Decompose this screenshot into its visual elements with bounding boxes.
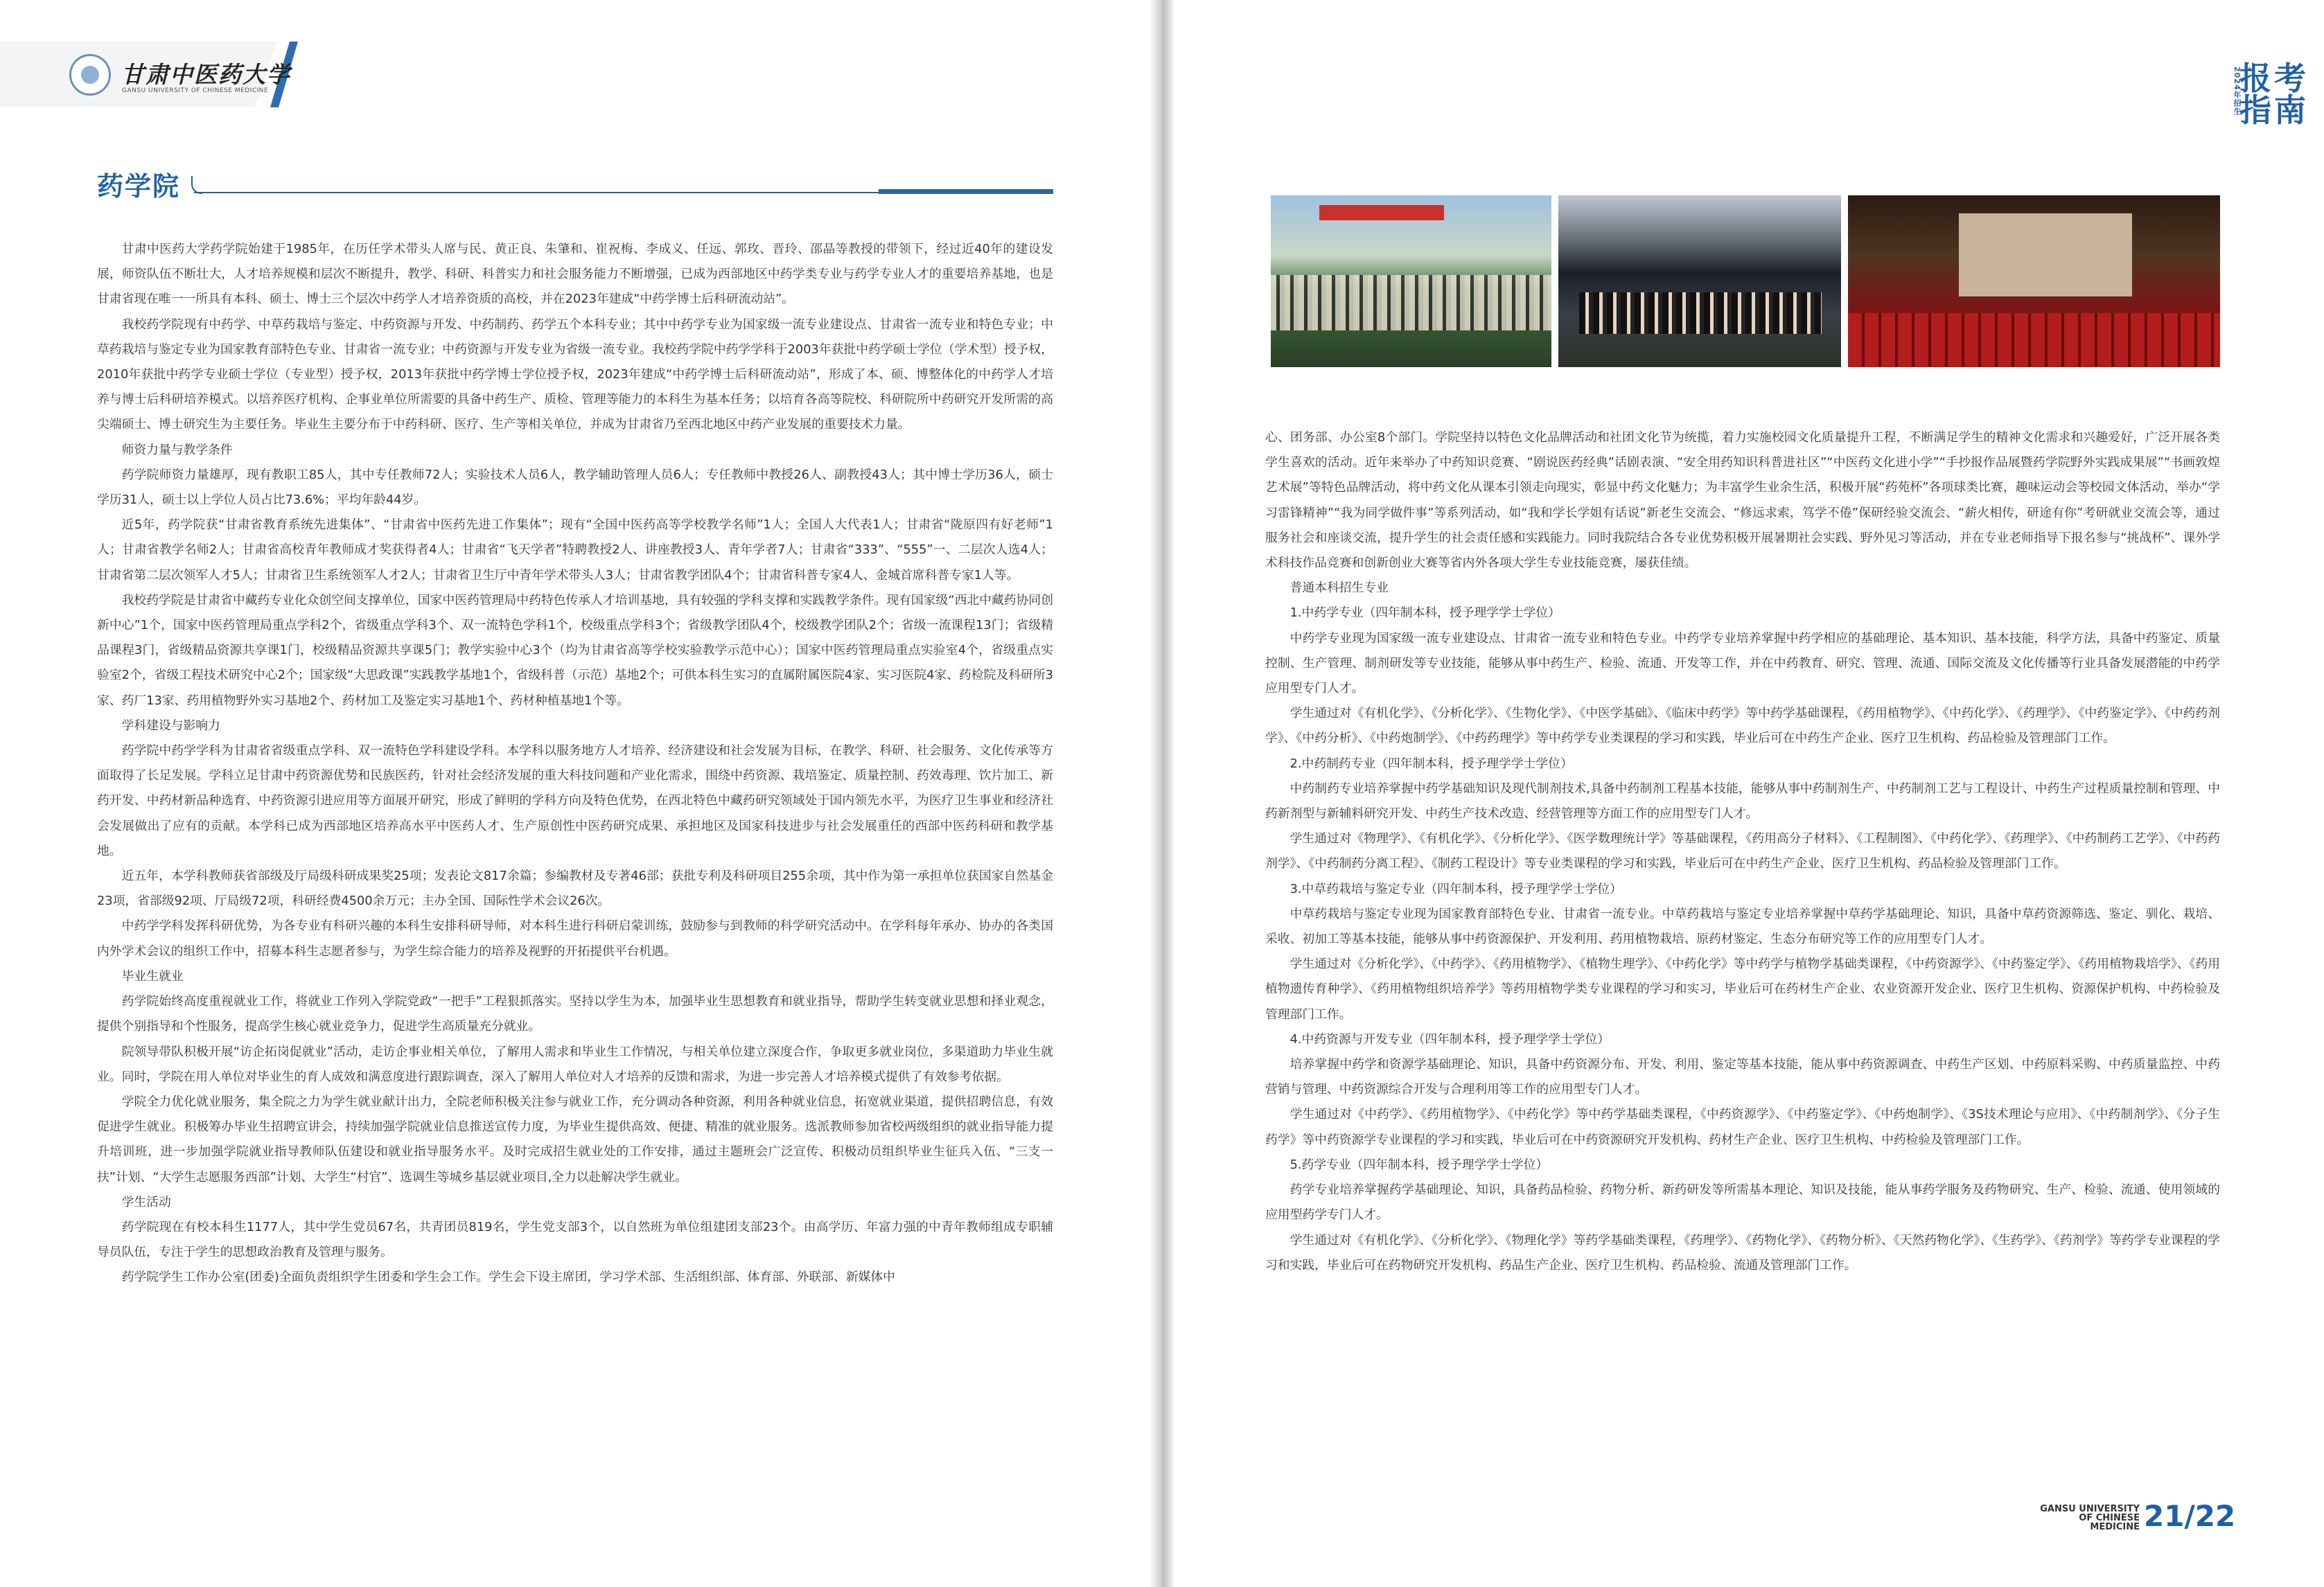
- section-title: 药学院: [97, 171, 181, 202]
- paragraph: 甘肃中医药大学药学院始建于1985年，在历任学术带头人席与民、黄正良、朱肇和、崔祝梅、李成义、任远、郭玫、晋玲、邵晶等教授的带领下，经过近40年的建设发展，师资队伍不断壮大，人才培养规模和层次不断提升，教学、科研、科普实力和社会服务能力不断增强，已成为西部地区中药学类专业与药学专业人才的重要培养基地，也是甘肃省现在唯一一所具有本科、硕士、博士三个层次中药学人才培养资质的高校，并在2023年建成“中药学博士后科研流动站”。: [97, 242, 1053, 307]
- brand-mark: [2212, 62, 2309, 145]
- paragraph: 1.中药学专业（四年制本科，授予理学学士学位）: [1289, 605, 1560, 621]
- paragraph: 学生通过对《物理学》、《有机化学》、《分析化学》、《医学数理统计学》等基础课程，《药用高分子材料》、《工程制图》、《中药化学》、《药理学》、《中药制药工艺学》、《中药药剂学》、《中药制药分离工程》、《制药工程设计》等专业类课程的学习和实践，毕业后可在中药生产企业、医疗卫生机构、药品检验及管理部门工作。: [1265, 831, 2221, 871]
- paragraph: 药学院师资力量雄厚，现有教职工85人，其中专任教师72人；实验技术人员6人，教学辅助管理人员6人；专任教师中教授26人、副教授43人；其中博士学历36人，硕士学历31人，硕士以上学位人员占比73.6%；平均年龄44岁。: [97, 467, 1053, 508]
- paragraph: 药学院现在有校本科生1177人，其中学生党员67名，共青团员819名，学生党支部3个，以自然班为单位组建团支部23个。由高学历、年富力强的中青年教师组成专职辅导员队伍，专注于学生的思想政治教育及管理与服务。: [97, 1219, 1053, 1260]
- paragraph: 我校药学院现有中药学、中草药栽培与鉴定、中药资源与开发、中药制药、药学五个本科专业；其中中药学专业为国家级一流专业建设点、甘肃省一流专业和特色专业；中草药栽培与鉴定专业为国家教育部特色专业、甘肃省一流专业；中药资源与开发专业为省级一流专业。我校药学院中药学学科于2003年获批中药学硕士学位（学术型）授予权，2010年获批中药学专业硕士学位（专业型）授予权，2013年获批中药学博士学位授予权，2023年建成“中药学博士后科研流动站”，形成了本、硕、博整体化的中药学人才培养与博士后科研培养模式。以培养医疗机构、企事业单位所需要的具备中药生产、质检、管理等能力的本科生为基本任务；以培育各高等院校、科研院所中药研究开发所需的高尖端硕士、博士研究生为主要任务。毕业生主要分布于中药科研、医疗、生产等相关单位，并成为甘肃省乃至西北地区中药产业发展的重要技术力量。: [97, 317, 1053, 432]
- paragraph: 中药学专业现为国家级一流专业建设点、甘肃省一流专业和特色专业。中药学专业培养掌握中药学相应的基础理论、基本知识、基本技能，科学方法，具备中药鉴定、质量控制、生产管理、制剂研发等专业技能，能够从事中药生产、检验、流通、开发等工作，并在中药教育、研究、管理、流通、国际交流及文化传播等行业具备发展潜能的中药学应用型专门人才。: [1265, 630, 2220, 696]
- graduation-photo-image: [1558, 195, 1841, 367]
- right-body-text: [1265, 425, 2220, 1278]
- brand-title: 报考指南: [2239, 60, 2309, 129]
- paragraph: 2.中药制药专业（四年制本科，授予理学学士学位）: [1289, 756, 1573, 771]
- paragraph: 培养掌握中药学和资源学基础理论、知识，具备中药资源分布、开发、利用、鉴定等基本技能，能从事中药资源调查、中药生产区划、中药原料采购、中药质量监控、中药营销与管理、中药资源综合开发与合理利用等工作的应用型专门人才。: [1265, 1057, 2220, 1097]
- paragraph: 4.中药资源与开发专业（四年制本科，授予理学学士学位）: [1289, 1031, 1610, 1047]
- paragraph: 师资力量与教学条件: [121, 442, 233, 457]
- paragraph: 学生通过对《有机化学》、《分析化学》、《生物化学》、《中医学基础》、《临床中药学》等中药学基础课程，《药用植物学》、《中药化学》、《药理学》、《中药鉴定学》、《中药药剂学》、《中药分析》、《中药炮制学》、《中药药理学》等中药学专业类课程的学习和实践，毕业后可在中药生产企业、医疗卫生机构、药品检验及管理部门工作。: [1265, 706, 2221, 746]
- paragraph: 学院全力优化就业服务，集全院之力为学生就业献计出力，全院老师积极关注参与就业工作，充分调动各种资源，利用各种就业信息，拓宽就业渠道，提供招聘信息，有效促进学生就业。积极筹办毕业生招聘宣讲会，持续加强学院就业信息推送宣传力度，为毕业生提供高效、便捷、精准的就业服务。选派教师参加省校两级组织的就业指导能力提升培训班，进一步加强学院就业指导教师队伍建设和就业指导服务水平。及时完成招生就业处的工作安排，通过主题班会广泛宣传、积极动员组织毕业生征兵入伍、“三支一扶”计划、“大学生志愿服务西部”计划、大学生“村官”、选调生等城乡基层就业项目,全力以赴解决学生就业。: [97, 1094, 1053, 1185]
- left-page: [0, 0, 1150, 1587]
- footer-en-line2: OF CHINESE MEDICINE: [2079, 1513, 2140, 1532]
- paragraph: 心、团务部、办公室8个部门。学院坚持以特色文化品牌活动和社团文化节为统揽，着力实施校园文化质量提升工程，不断满足学生的精神文化需求和兴趣爱好，广泛开展各类学生喜欢的活动。近年来举办了中药知识竞赛、“剧说医药经典”话剧表演、“安全用药知识科普进社区”“中医药文化进小学”“手抄报作品展暨药学院野外实践成果展”“书画敦煌艺术展”等特色品牌活动，将中药文化从课本引领走向现实，彰显中药文化魅力；为丰富学生业余生活，积极开展“药苑杯”各项球类比赛，趣味运动会等校园文体活动，举办“学习雷锋精神”“我为同学做件事”等系列活动，如“我和学长学姐有话说”新老生交流会、“修远求索，笃学不倦”保研经验交流会、“薪火相传，研途有你”考研就业交流会等，通过服务社会和座谈交流，提升学生的社会责任感和实践能力。同时我院结合各专业优势积极开展暑期社会实践、野外见习等活动，并在专业老师指导下报名参与“挑战杯”、课外学术科技作品竞赛和创新创业大赛等省内外各项大学生专业技能竞赛，屡获佳绩。: [1265, 430, 2220, 571]
- paragraph: 药学院中药学学科为甘肃省省级重点学科、双一流特色学科建设学科。本学科以服务地方人才培养、经济建设和社会发展为目标，在教学、科研、社会服务、文化传承等方面取得了长足发展。学科立足甘肃中药资源优势和民族医药，针对社会经济发展的重大科技问题和产业化需求，围绕中药资源、栽培鉴定、质量控制、药效毒理、饮片加工、新药开发、中药材新品种选育、中药资源引进应用等方面展开研究，形成了鲜明的学科方向及特色优势，在西北特色中藏药研究领域处于国内领先水平，为医疗卫生事业和经济社会发展做出了应有的贡献。本学科已成为西部地区培养高水平中医药人才、生产原创性中医药研究成果、承担地区及国家科技进步与社会发展重任的西部中医药科研和教学基地。: [97, 743, 1053, 858]
- footer-en-line1: GANSU UNIVERSITY: [2040, 1504, 2140, 1514]
- paragraph: 5.药学专业（四年制本科，授予理学学士学位）: [1289, 1157, 1549, 1172]
- brand-year: 2024年招生: [2233, 67, 2242, 116]
- paragraph: 毕业生就业: [121, 968, 184, 984]
- title-rule-accent: [879, 189, 1053, 194]
- book-spine: [1150, 0, 1174, 1587]
- university-name-en: GANSU UNIVERSITY OF CHINESE MEDICINE: [122, 87, 269, 94]
- paragraph: 院领导带队积极开展“访企拓岗促就业”活动，走访企事业相关单位，了解用人需求和毕业生工作情况，与相关单位建立深度合作，争取更多就业岗位，多渠道助力毕业生就业。同时，学院在用人单位对毕业生的育人成效和满意度进行跟踪调查，深入了解用人单位对人才培养的反馈和需求，为进一步完善人才培养模式提供了有效参考依据。: [97, 1044, 1053, 1084]
- paragraph: 近5年，药学院获“甘肃省教育系统先进集体”、“甘肃省中医药先进工作集体”；现有“全国中医药高等学校教学名师”1人；全国人大代表1人；甘肃省“陇原四有好老师”1人；甘肃省教学名师2人；甘肃省高校青年教师成才奖获得者4人；甘肃省“飞天学者”特聘教授2人、讲座教授3人、青年学者7人；甘肃省“333”、“555”一、二层次人选4人；甘肃省第二层次领军人才5人；甘肃省卫生系统领军人才2人；甘肃省卫生厅中青年学术带头人3人；甘肃省教学团队4个；甘肃省科普专家4人、金城首席科普专家1人等。: [97, 517, 1053, 583]
- paragraph: 药学院始终高度重视就业工作，将就业工作列入学院党政“一把手”工程狠抓落实。坚持以学生为本，加强毕业生思想教育和就业指导，帮助学生转变就业思想和择业观念，提供个别指导和个性服务，提高学生核心就业竞争力，促进学生高质量充分就业。: [97, 994, 1053, 1034]
- paragraph: 学生活动: [121, 1194, 171, 1209]
- group-photo-image: [1271, 195, 1551, 367]
- right-page: [1174, 0, 2324, 1587]
- paragraph: 中草药栽培与鉴定专业现为国家教育部特色专业、甘肃省一流专业。中草药栽培与鉴定专业培养掌握中草药学基础理论、知识，具备中草药资源筛选、鉴定、驯化、栽培、采收、初加工等基本技能，能够从事中药资源保护、开发利用、药用植物栽培、原药材鉴定、生态分布研究等工作的应用型专门人才。: [1265, 906, 2220, 947]
- university-logo-icon: [69, 54, 111, 96]
- paragraph: 药学专业培养掌握药学基础理论、知识，具备药品检验、药物分析、新药研发等所需基本理论、知识及技能，能从事药学服务及药物研究、生产、检验、流通、使用领域的应用型药学专门人才。: [1265, 1182, 2220, 1223]
- paragraph: 近五年，本学科教师获省部级及厅局级科研成果奖25项；发表论文817余篇；参编教材及专著46部；获批专利及科研项目255余项，其中作为第一承担单位获国家自然基金23项，省部级92项、厅局级72项，科研经费4500余万元；主办全国、国际性学术会议26次。: [97, 869, 1053, 909]
- photo-strip: [1271, 195, 2220, 367]
- paragraph: 普通本科招生专业: [1289, 580, 1389, 596]
- paragraph: 学生通过对《中药学》、《药用植物学》、《中药化学》等中药学基础类课程，《中药资源学》、《中药鉴定学》、《中药炮制学》、《3S技术理论与应用》、《中药制剂学》、《分子生药学》等中药资源学专业课程的学习和实践，毕业后可在中药资源研究开发机构、药材生产企业、医疗卫生机构、中药检验及管理部门工作。: [1265, 1107, 2220, 1147]
- footer-university-en: [2029, 1505, 2140, 1532]
- left-body-text: [97, 237, 1053, 1291]
- page-number: 21/22: [2144, 1499, 2236, 1533]
- paragraph: 中药制药专业培养掌握中药学基础知识及现代制剂技术,具备中药制剂工程基本技能，能够从事中药制剂生产、中药制剂工艺与工程设计、中药生产过程质量控制和管理、中药新剂型与新辅料研究开发、中药生产技术改造、经营管理等方面工作的应用型专门人才。: [1265, 781, 2220, 822]
- paragraph: 学生通过对《分析化学》、《中药学》、《药用植物学》、《植物生理学》、《中药化学》等中药学与植物学基础类课程，《中药资源学》、《中药鉴定学》、《药用植物栽培学》、《药用植物遗传育种学》、《药用植物组织培养学》等药用植物学类专业课程的学习和实习，毕业后可在药材生产企业、农业资源开发企业、医疗卫生机构、资源保护机构、中药检验及管理部门工作。: [1265, 957, 2221, 1022]
- paragraph: 我校药学院是甘肃省中藏药专业化众创空间支撑单位，国家中医药管理局中药特色传承人才培训基地，具有较强的学科支撑和实践教学条件。现有国家级“西北中藏药协同创新中心”1个，国家中医药管理局重点学科2个，省级重点学科3个、双一流特色学科1个，校级重点学科3个；省级教学团队4个，校级教学团队2个；省级一流课程13门；省级精品课程3门，省级精品资源共享课1门，校级精品资源共享课5门；教学实验中心3个（均为甘肃省高等学校实验教学示范中心）；国家中医药管理局重点实验室4个，省级重点实验室2个，省级工程技术研究中心2个；国家级“大思政课”实践教学基地1个，省级科普（示范）基地2个；可供本科生实习的直属附属医院4家、实习医院4家、药检院及科研所3家、药厂13家、药用植物野外实习基地2个、药材加工及鉴定实习基地1个、药材种植基地1个等。: [97, 592, 1053, 708]
- lecture-hall-photo-image: [1848, 195, 2220, 367]
- paragraph: 学生通过对《有机化学》、《分析化学》、《物理化学》等药学基础类课程，《药理学》、《药物化学》、《药物分析》、《天然药物化学》、《生药学》、《药剂学》等药学专业课程的学习和实践，毕业后可在药物研究开发机构、药品生产企业、医疗卫生机构、药品检验、流通及管理部门工作。: [1265, 1232, 2221, 1273]
- paragraph: 药学院学生工作办公室(团委)全面负责组织学生团委和学生会工作。学生会下设主席团，学习学术部、生活组织部、体育部、外联部、新媒体中: [121, 1270, 895, 1285]
- paragraph: 学科建设与影响力: [121, 718, 220, 733]
- paragraph: 中药学学科发挥科研优势，为各专业有科研兴趣的本科生安排科研导师，对本科生进行科研启蒙训练，鼓励参与到教师的科学研究活动中。在学科每年承办、协办的各类国内外学术会议的组织工作中，招募本科生志愿者参与，为学生综合能力的培养及视野的开拓提供平台机遇。: [97, 919, 1053, 959]
- university-name: 甘肃中医药大学: [121, 61, 291, 88]
- paragraph: 3.中草药栽培与鉴定专业（四年制本科，授予理学学士学位）: [1289, 881, 1622, 896]
